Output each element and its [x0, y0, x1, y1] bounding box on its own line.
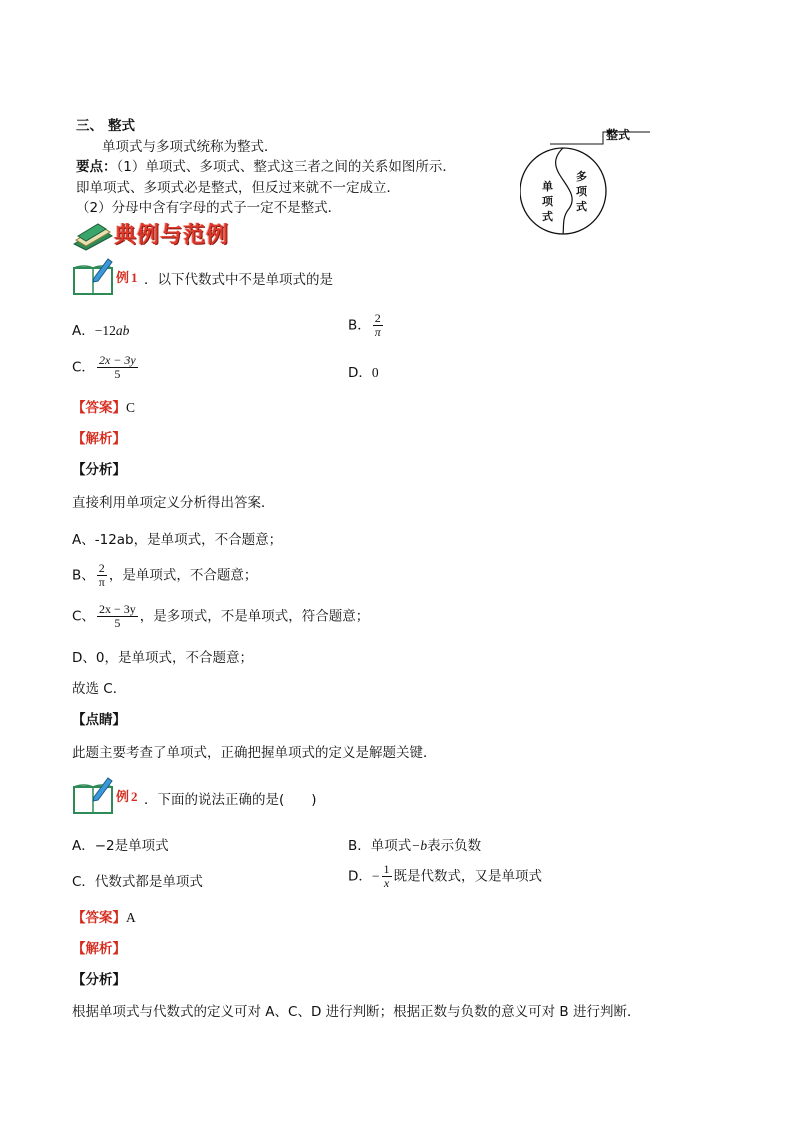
example-1-question: ．以下代数式中不是单项式的是	[144, 272, 333, 288]
ex1-answer: 【答案】C	[72, 400, 136, 416]
diagram-right-label: 多 项 式	[576, 170, 587, 213]
notebook-pencil-icon	[72, 256, 116, 296]
relationship-diagram	[520, 122, 660, 247]
diagram-graphic	[520, 122, 660, 247]
diagram-circle	[520, 148, 606, 234]
banner-title: 典例与范例	[114, 222, 230, 248]
ex1-line-d: D、0，是单项式，不合题意；	[72, 650, 253, 666]
ex1-option-b: B． $\frac{2}{\pi}$	[348, 311, 381, 340]
ex1-fenxi-label: 【分析】	[72, 462, 126, 478]
section-title: 整式	[108, 118, 135, 134]
ex2-answer: 【答案】A	[72, 910, 136, 926]
ex1-line-b: B、 $\frac{2}{\pi}$ ，是单项式，不合题意；	[72, 561, 258, 590]
keypoint-label: 要点：	[76, 159, 117, 175]
section-line-1: 单项式与多项式统称为整式．	[102, 139, 278, 155]
notebook-pencil-icon	[72, 775, 116, 815]
books-icon	[72, 222, 114, 252]
example-2-badge	[72, 775, 142, 815]
example-2-label: 例	[116, 789, 130, 804]
ex2-option-d: D．− $\frac{1}{x}$ 既是代数式，又是单项式	[348, 862, 543, 891]
example-1-label: 例	[116, 270, 130, 285]
example-1-badge	[72, 256, 142, 296]
section-banner	[72, 222, 262, 252]
ex2-option-a: A．−2是单项式	[72, 838, 169, 854]
ex1-dianjing-label: 【点睛】	[72, 712, 126, 728]
ex2-option-b: B．单项式−b表示负数	[348, 838, 482, 854]
ex1-dianjing-text: 此题主要考查了单项式，正确把握单项式的定义是解题关键．	[72, 745, 437, 761]
diagram-divider	[556, 148, 573, 234]
ex1-line-a: A、-12ab，是单项式，不合题意；	[72, 532, 283, 548]
ex1-fenxi-text: 直接利用单项定义分析得出答案．	[72, 495, 275, 511]
diagram-left-label: 单 项 式	[542, 180, 553, 223]
example-2-number: 2	[131, 789, 138, 804]
section-number: 三、	[76, 118, 103, 134]
ex2-fenxi-text: 根据单项式与代数式的定义可对 A、C、D 进行判断；根据正数与负数的意义可对 B 进行判断．	[72, 1004, 641, 1020]
example-2-question: ．下面的说法正确的是( )	[144, 792, 317, 808]
ex1-option-c: C． $\frac{2x - 3y}{5}$	[72, 353, 136, 382]
ex1-line-c: C、 $\frac{2x - 3y}{5}$ ，是多项式，不是单项式，符合题意；	[72, 602, 370, 631]
example-1-number: 1	[131, 270, 138, 285]
ex1-option-a: A．−12ab	[72, 323, 130, 339]
diagram-outer-label: 整式	[606, 128, 631, 142]
ex2-analysis-label: 【解析】	[72, 941, 126, 957]
section-line-3: 即单项式、多项式必是整式，但反过来就不一定成立．	[76, 180, 400, 196]
ex2-option-c: C．代数式都是单项式	[72, 874, 203, 890]
ex1-option-d: D．0	[348, 365, 379, 381]
ex1-conclusion: 故选 C．	[72, 681, 127, 697]
keypoint-1: （1）单项式、多项式、整式这三者之间的关系如图所示．	[116, 159, 456, 175]
keypoint-line	[76, 159, 456, 176]
ex1-analysis-label: 【解析】	[72, 431, 126, 447]
section-line-4: （2）分母中含有字母的式子一定不是整式．	[76, 200, 342, 216]
ex2-fenxi-label: 【分析】	[72, 972, 126, 988]
